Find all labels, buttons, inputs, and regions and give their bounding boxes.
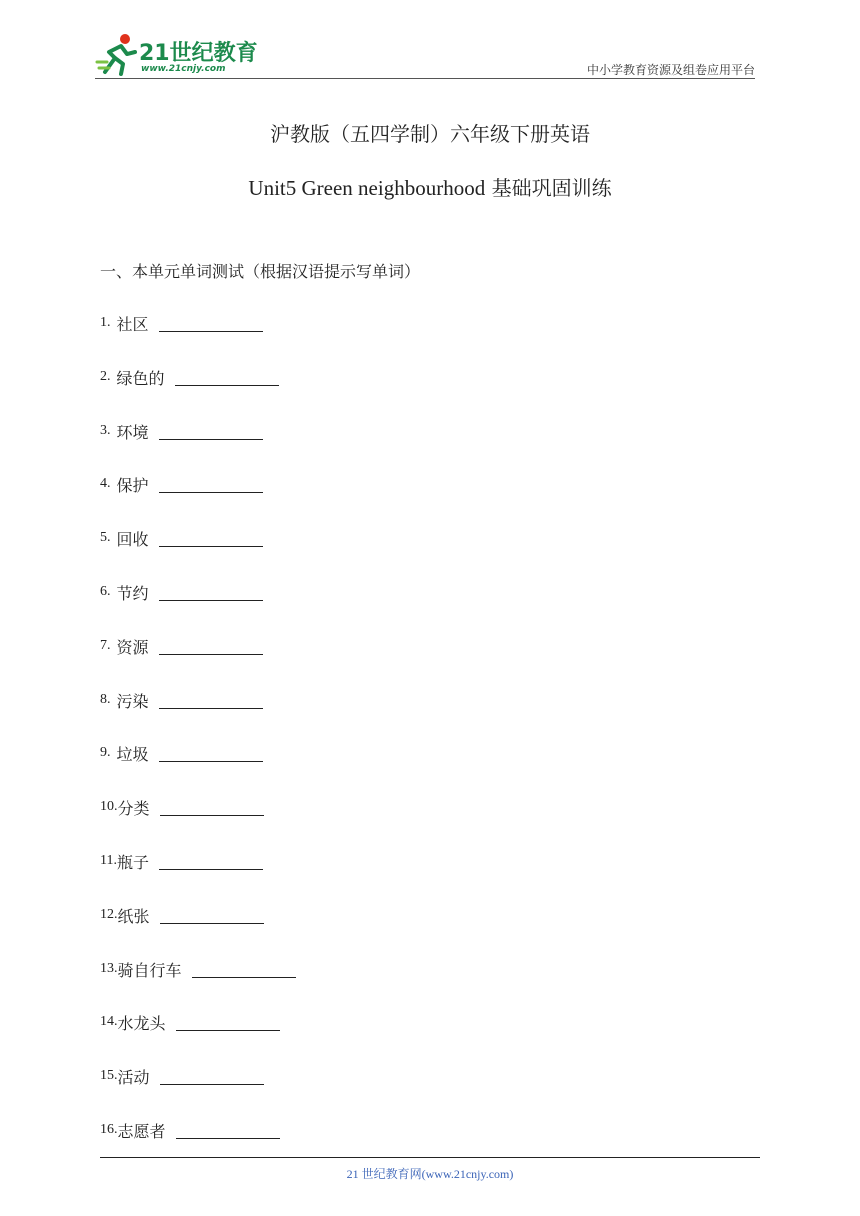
question-number: 11. xyxy=(100,852,117,868)
question-item xyxy=(100,796,296,850)
platform-name: 中小学教育资源及组卷应用平台 xyxy=(586,63,755,77)
answer-blank[interactable] xyxy=(159,492,263,493)
question-word: 社区 xyxy=(116,315,149,334)
answer-blank[interactable] xyxy=(160,1084,264,1085)
answer-blank[interactable] xyxy=(159,654,263,655)
question-number: 4. xyxy=(100,476,111,492)
question-item xyxy=(100,527,296,581)
question-word: 骑自行车 xyxy=(117,960,182,980)
question-word: 活动 xyxy=(117,1068,150,1088)
question-item xyxy=(100,742,296,796)
question-item xyxy=(100,689,296,743)
answer-blank[interactable] xyxy=(159,439,263,440)
question-number: 13. xyxy=(100,960,118,976)
answer-blank[interactable] xyxy=(192,977,296,978)
question-word: 志愿者 xyxy=(117,1121,166,1141)
question-item xyxy=(100,1065,296,1119)
answer-blank[interactable] xyxy=(160,815,264,816)
question-number: 5. xyxy=(100,530,111,546)
question-item xyxy=(100,904,296,958)
question-number: 7. xyxy=(100,637,111,653)
question-word: 节约 xyxy=(116,583,149,603)
question-number: 9. xyxy=(100,745,111,761)
answer-blank[interactable] xyxy=(176,1138,280,1139)
question-number: 6. xyxy=(100,583,111,599)
question-number: 16. xyxy=(100,1121,118,1137)
subtitle-cn: 基础巩固训练 xyxy=(491,176,612,200)
question-number: 1. xyxy=(100,315,111,330)
question-item xyxy=(100,420,296,474)
answer-blank[interactable] xyxy=(159,761,263,762)
answer-blank[interactable] xyxy=(175,385,279,386)
subtitle-unit: Unit5 Green neighbourhood xyxy=(248,176,486,200)
question-word: 纸张 xyxy=(117,906,150,926)
page-header xyxy=(95,30,755,80)
question-item xyxy=(100,850,296,904)
question-number: 14. xyxy=(100,1014,118,1030)
section-heading: 一、本单元单词测试（根据汉语提示写单词） xyxy=(100,262,421,281)
question-item xyxy=(100,958,296,1012)
question-word: 资源 xyxy=(116,637,149,657)
question-word: 垃圾 xyxy=(116,745,149,765)
footer-divider xyxy=(100,1157,760,1158)
question-item xyxy=(100,312,296,366)
logo-url: www.21cnjy.com xyxy=(141,64,226,74)
answer-blank[interactable] xyxy=(160,923,264,924)
question-word: 分类 xyxy=(117,799,150,819)
logo-text: 21世纪教育 xyxy=(139,41,258,66)
question-number: 12. xyxy=(100,906,118,922)
question-item xyxy=(100,581,296,635)
question-word: 污染 xyxy=(116,691,149,711)
question-item xyxy=(100,473,296,527)
document-subtitle xyxy=(0,172,860,201)
question-item xyxy=(100,635,296,689)
question-number: 15. xyxy=(100,1068,118,1084)
runner-logo-icon xyxy=(95,32,139,76)
header-divider xyxy=(95,78,755,79)
question-word: 瓶子 xyxy=(116,852,149,872)
question-word: 水龙头 xyxy=(117,1014,166,1034)
answer-blank[interactable] xyxy=(159,331,263,332)
question-item xyxy=(100,1011,296,1065)
question-number: 3. xyxy=(100,422,111,438)
question-word: 环境 xyxy=(116,422,149,442)
answer-blank[interactable] xyxy=(176,1030,280,1031)
question-word: 回收 xyxy=(116,530,149,550)
question-list xyxy=(100,312,296,1173)
question-word: 保护 xyxy=(116,476,149,496)
question-number: 10. xyxy=(100,799,118,815)
question-item xyxy=(100,366,296,420)
logo[interactable] xyxy=(95,30,265,80)
answer-blank[interactable] xyxy=(159,869,263,870)
footer-link[interactable]: 21 世纪教育网(www.21cnjy.com) xyxy=(346,1167,514,1181)
answer-blank[interactable] xyxy=(159,546,263,547)
answer-blank[interactable] xyxy=(159,708,263,709)
question-word: 绿色的 xyxy=(116,368,165,388)
document-title: 沪教版（五四学制）六年级下册英语 xyxy=(270,122,590,146)
answer-blank[interactable] xyxy=(159,600,263,601)
question-number: 8. xyxy=(100,691,111,707)
question-number: 2. xyxy=(100,368,111,384)
